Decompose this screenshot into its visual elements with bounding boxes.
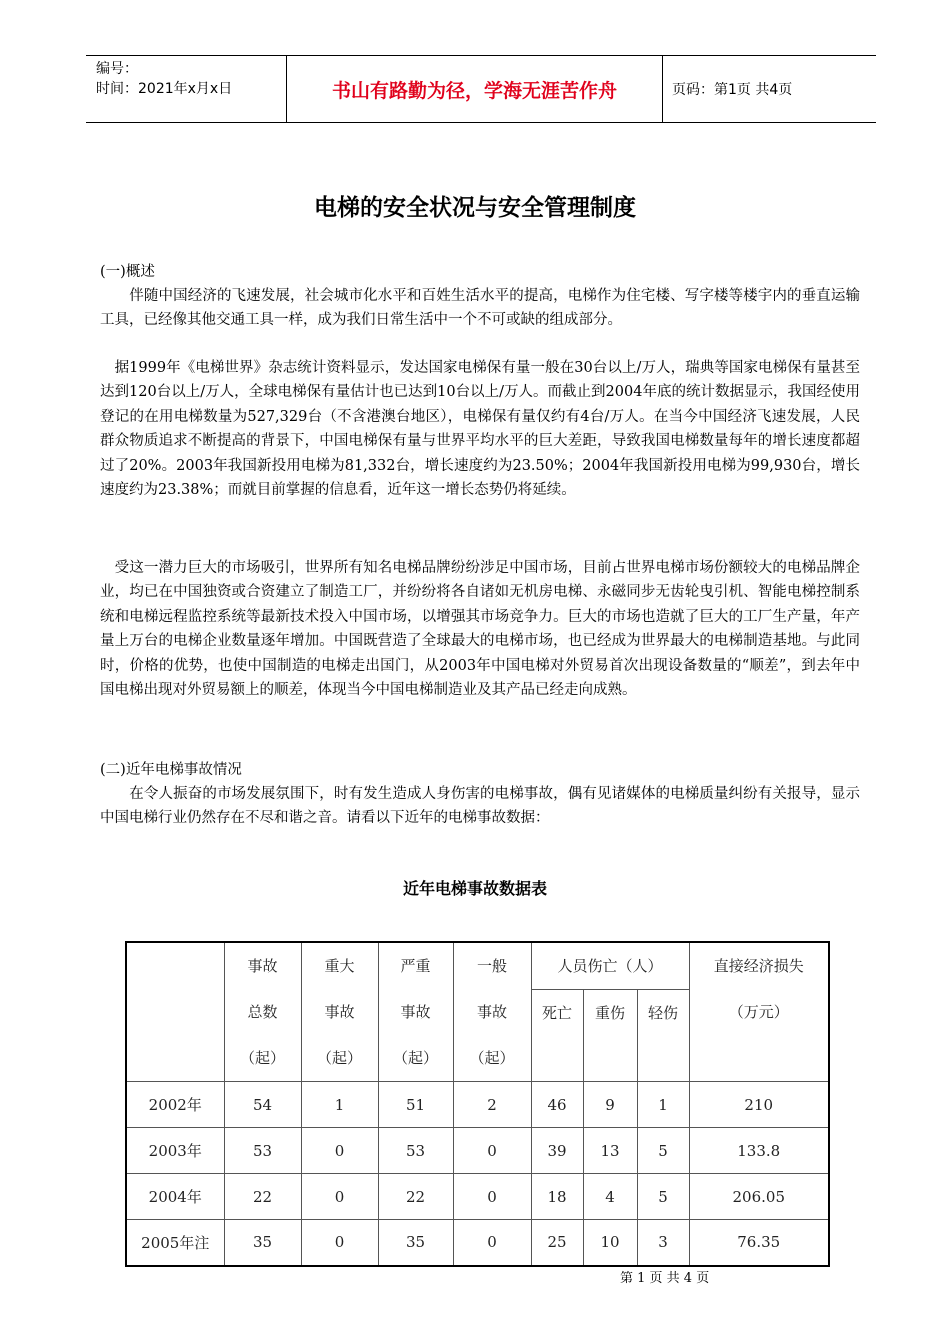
header-divider xyxy=(662,56,663,122)
header-loss: 直接经济损失 （万元） xyxy=(689,942,829,1082)
serial-label: 编号： xyxy=(96,61,138,77)
header-motto: 书山有路勤为径，学海无涯苦作舟 xyxy=(331,80,617,102)
header-death: 死亡 xyxy=(531,990,583,1082)
paragraph: 据1999年《电梯世界》杂志统计资料显示，发达国家电梯保有量一般在30台以上/万人，瑞典等国家电梯保有量甚至达到120台以上/万人，全球电梯保有量估计也已达到10台以上/万人。而截止到2004年底的统计数据显示，我国经使用登记的在用电梯数量为527,329台（不含港澳台地区），电梯保有量仅约有4台/万人。在当今中国经济飞速发展，人民群众物质追求不断提高的背景下，中国电梯保有量与世界平均水平的巨大差距，导致我国电梯数量每年的增长速度都超过了20%。2003年我国新投用电梯为81,332台，增长速度约为23.50%；2004年我国新投用电梯为99,930台，增长速度约为23.38%；而就目前掌握的信息看，近年这一增长态势仍将延续。 xyxy=(100,360,860,499)
header-casualties: 人员伤亡（人） xyxy=(531,942,689,990)
table-row: 2005年注 35 0 35 0 25 10 3 76.35 xyxy=(126,1220,829,1266)
header-minor-injury: 轻伤 xyxy=(637,990,689,1082)
accident-data-table xyxy=(125,941,830,1267)
section-heading-overview: (一)概述 xyxy=(100,264,155,280)
table-row: 2002年 54 1 51 2 46 9 1 210 xyxy=(126,1082,829,1128)
paragraph: 在令人振奋的市场发展氛围下，时有发生造成人身伤害的电梯事故，偶有见诸媒体的电梯质量纠纷有关报导，显示中国电梯行业仍然存在不尽和谐之音。请看以下近年的电梯事故数据： xyxy=(100,786,860,827)
paragraph: 伴随中国经济的飞速发展，社会城市化水平和百姓生活水平的提高，电梯作为住宅楼、写字楼等楼宇内的垂直运输工具，已经像其他交通工具一样，成为我们日常生活中一个不可或缺的组成部分。 xyxy=(100,288,860,329)
header-year-cell xyxy=(126,942,224,1082)
paragraph: 受这一潜力巨大的市场吸引，世界所有知名电梯品牌纷纷涉足中国市场，目前占世界电梯市场份额较大的电梯品牌企业，均已在中国独资或合资建立了制造工厂，并纷纷将各自诸如无机房电梯、永磁同步无齿轮曳引机、智能电梯控制系统和电梯远程监控系统等最新技术投入中国市场，以增强其市场竞争力。巨大的市场也造就了巨大的工厂生产量，年产量上万台的电梯企业数量逐年增加。中国既营造了全球最大的电梯市场，也已经成为世界最大的电梯制造基地。与此同时，价格的优势，也使中国制造的电梯走出国门，从2003年中国电梯对外贸易首次出现设备数量的“顺差”，到去年中国电梯出现对外贸易额上的顺差，体现当今中国电梯制造业及其产品已经走向成熟。 xyxy=(100,560,860,699)
header-serious: 严重 事故 （起） xyxy=(378,942,453,1082)
time-label: 时间：2021年x月x日 xyxy=(96,81,233,97)
header-total: 事故 总数 （起） xyxy=(224,942,301,1082)
page-footer: 第 1 页 共 4 页 xyxy=(620,1271,710,1286)
header-severe-injury: 重伤 xyxy=(583,990,637,1082)
section-heading-accidents: (二)近年电梯事故情况 xyxy=(100,762,242,778)
header-page-info: 页码：第1页 共4页 xyxy=(672,82,793,98)
header-general: 一般 事故 （起） xyxy=(453,942,531,1082)
header-major: 重大 事故 （起） xyxy=(301,942,378,1082)
table-row: 2003年 53 0 53 0 39 13 5 133.8 xyxy=(126,1128,829,1174)
document-title: 电梯的安全状况与安全管理制度 xyxy=(314,195,636,221)
table-row: 2004年 22 0 22 0 18 4 5 206.05 xyxy=(126,1174,829,1220)
page-header xyxy=(86,55,876,123)
table-title: 近年电梯事故数据表 xyxy=(402,879,547,898)
header-meta xyxy=(96,59,286,99)
